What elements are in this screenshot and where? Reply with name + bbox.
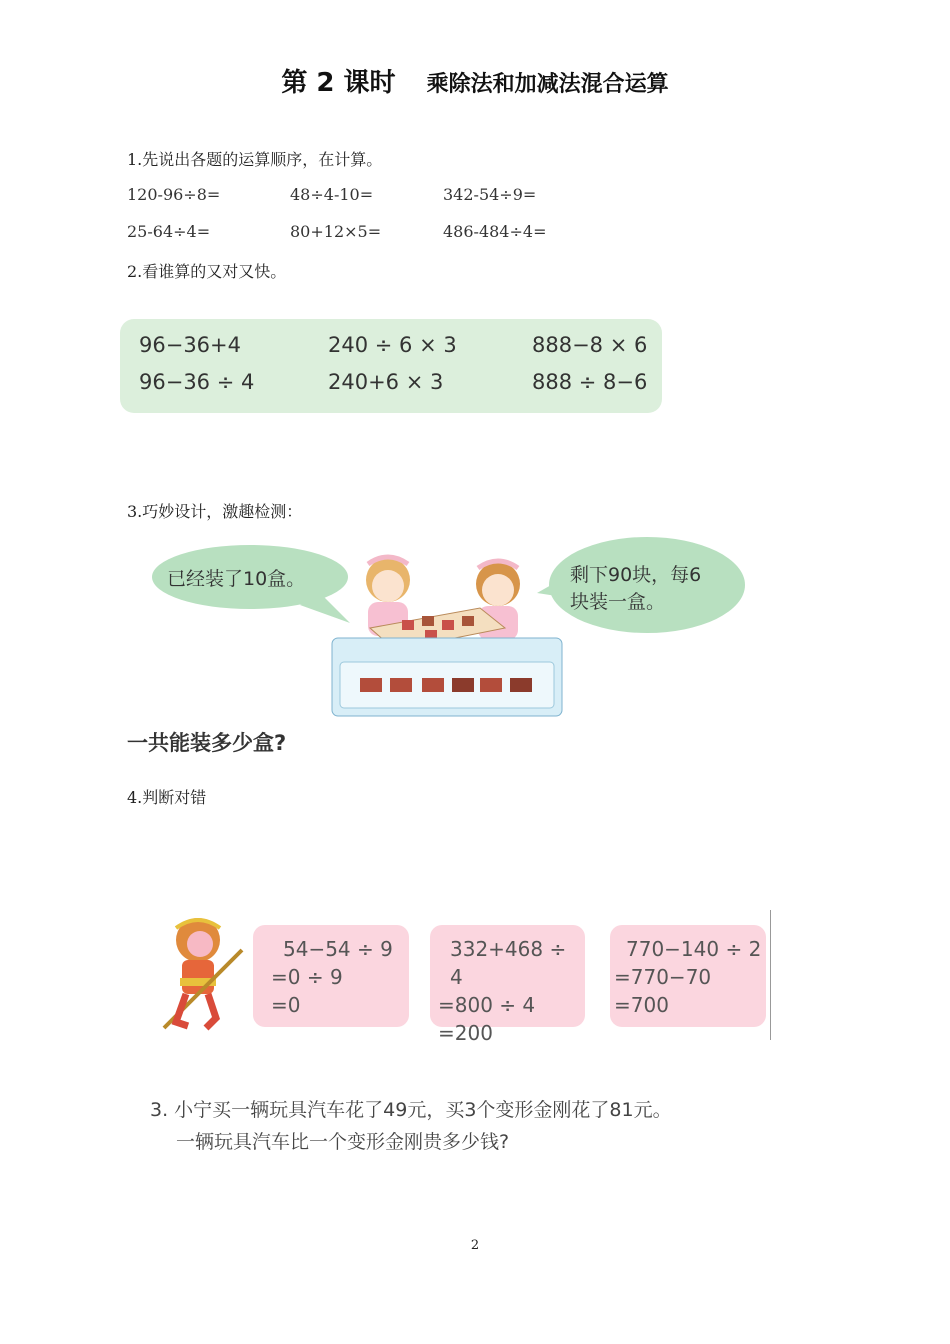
q3-question: 一共能装多少盒? xyxy=(127,731,287,755)
judge-line: 770−140 ÷ 2 xyxy=(626,937,762,961)
lesson-topic: 乘除法和加减法混合运算 xyxy=(426,72,669,97)
judge-line: =800 ÷ 4 xyxy=(438,993,536,1017)
q2-expr: 240+6 × 3 xyxy=(328,370,444,394)
q1-expr: 48÷4-10= xyxy=(290,185,374,204)
judge-box xyxy=(253,925,409,1027)
bubble-right-text xyxy=(570,562,701,616)
judge-line: 54−54 ÷ 9 xyxy=(283,937,393,961)
bubble-right-line: 块装一盒。 xyxy=(570,591,666,613)
q1-heading: 1.先说出各题的运算顺序，在计算。 xyxy=(127,150,383,169)
judge-line: =0 xyxy=(271,993,301,1017)
q1-expr: 486-484÷4= xyxy=(443,222,547,241)
bubble-right-line: 剩下90块，每6 xyxy=(570,564,702,586)
q3-heading: 3.巧妙设计，激趣检测： xyxy=(127,502,303,521)
judge-line: =770−70 xyxy=(614,965,712,989)
q2-expr: 888 ÷ 8−6 xyxy=(532,370,648,394)
q4-heading: 4.判断对错 xyxy=(127,788,207,807)
divider xyxy=(770,910,771,1040)
q1-expr: 80+12×5= xyxy=(290,222,382,241)
q1-expr: 342-54÷9= xyxy=(443,185,537,204)
judge-line: 332+468 ÷ 4 xyxy=(450,937,567,989)
q2-expr: 96−36+4 xyxy=(139,333,241,357)
q2-expr: 240 ÷ 6 × 3 xyxy=(328,333,457,357)
judge-box xyxy=(430,925,585,1045)
word-problem-line: 一辆玩具汽车比一个变形金刚贵多少钱? xyxy=(176,1131,510,1153)
bubble-left-text: 已经装了10盒。 xyxy=(167,568,306,590)
q1-expr: 25-64÷4= xyxy=(127,222,211,241)
judge-line: =700 xyxy=(614,993,669,1017)
judge-box xyxy=(610,925,766,1027)
page-number: 2 xyxy=(470,1238,480,1253)
page-title xyxy=(0,62,950,99)
q2-expr: 888−8 × 6 xyxy=(532,333,648,357)
judge-line: =200 xyxy=(438,1021,493,1045)
lesson-label: 第 2 课时 xyxy=(281,68,396,98)
word-problem xyxy=(150,1094,672,1158)
q2-heading: 2.看谁算的又对又快。 xyxy=(127,262,287,281)
word-problem-line: 3. 小宁买一辆玩具汽车花了49元，买3个变形金刚花了81元。 xyxy=(150,1099,672,1121)
q1-expr: 120-96÷8= xyxy=(127,185,221,204)
judge-line: =0 ÷ 9 xyxy=(271,965,343,989)
q2-expr: 96−36 ÷ 4 xyxy=(139,370,255,394)
monkey-king-illustration xyxy=(158,910,246,1038)
cake-shop-illustration xyxy=(330,550,565,718)
